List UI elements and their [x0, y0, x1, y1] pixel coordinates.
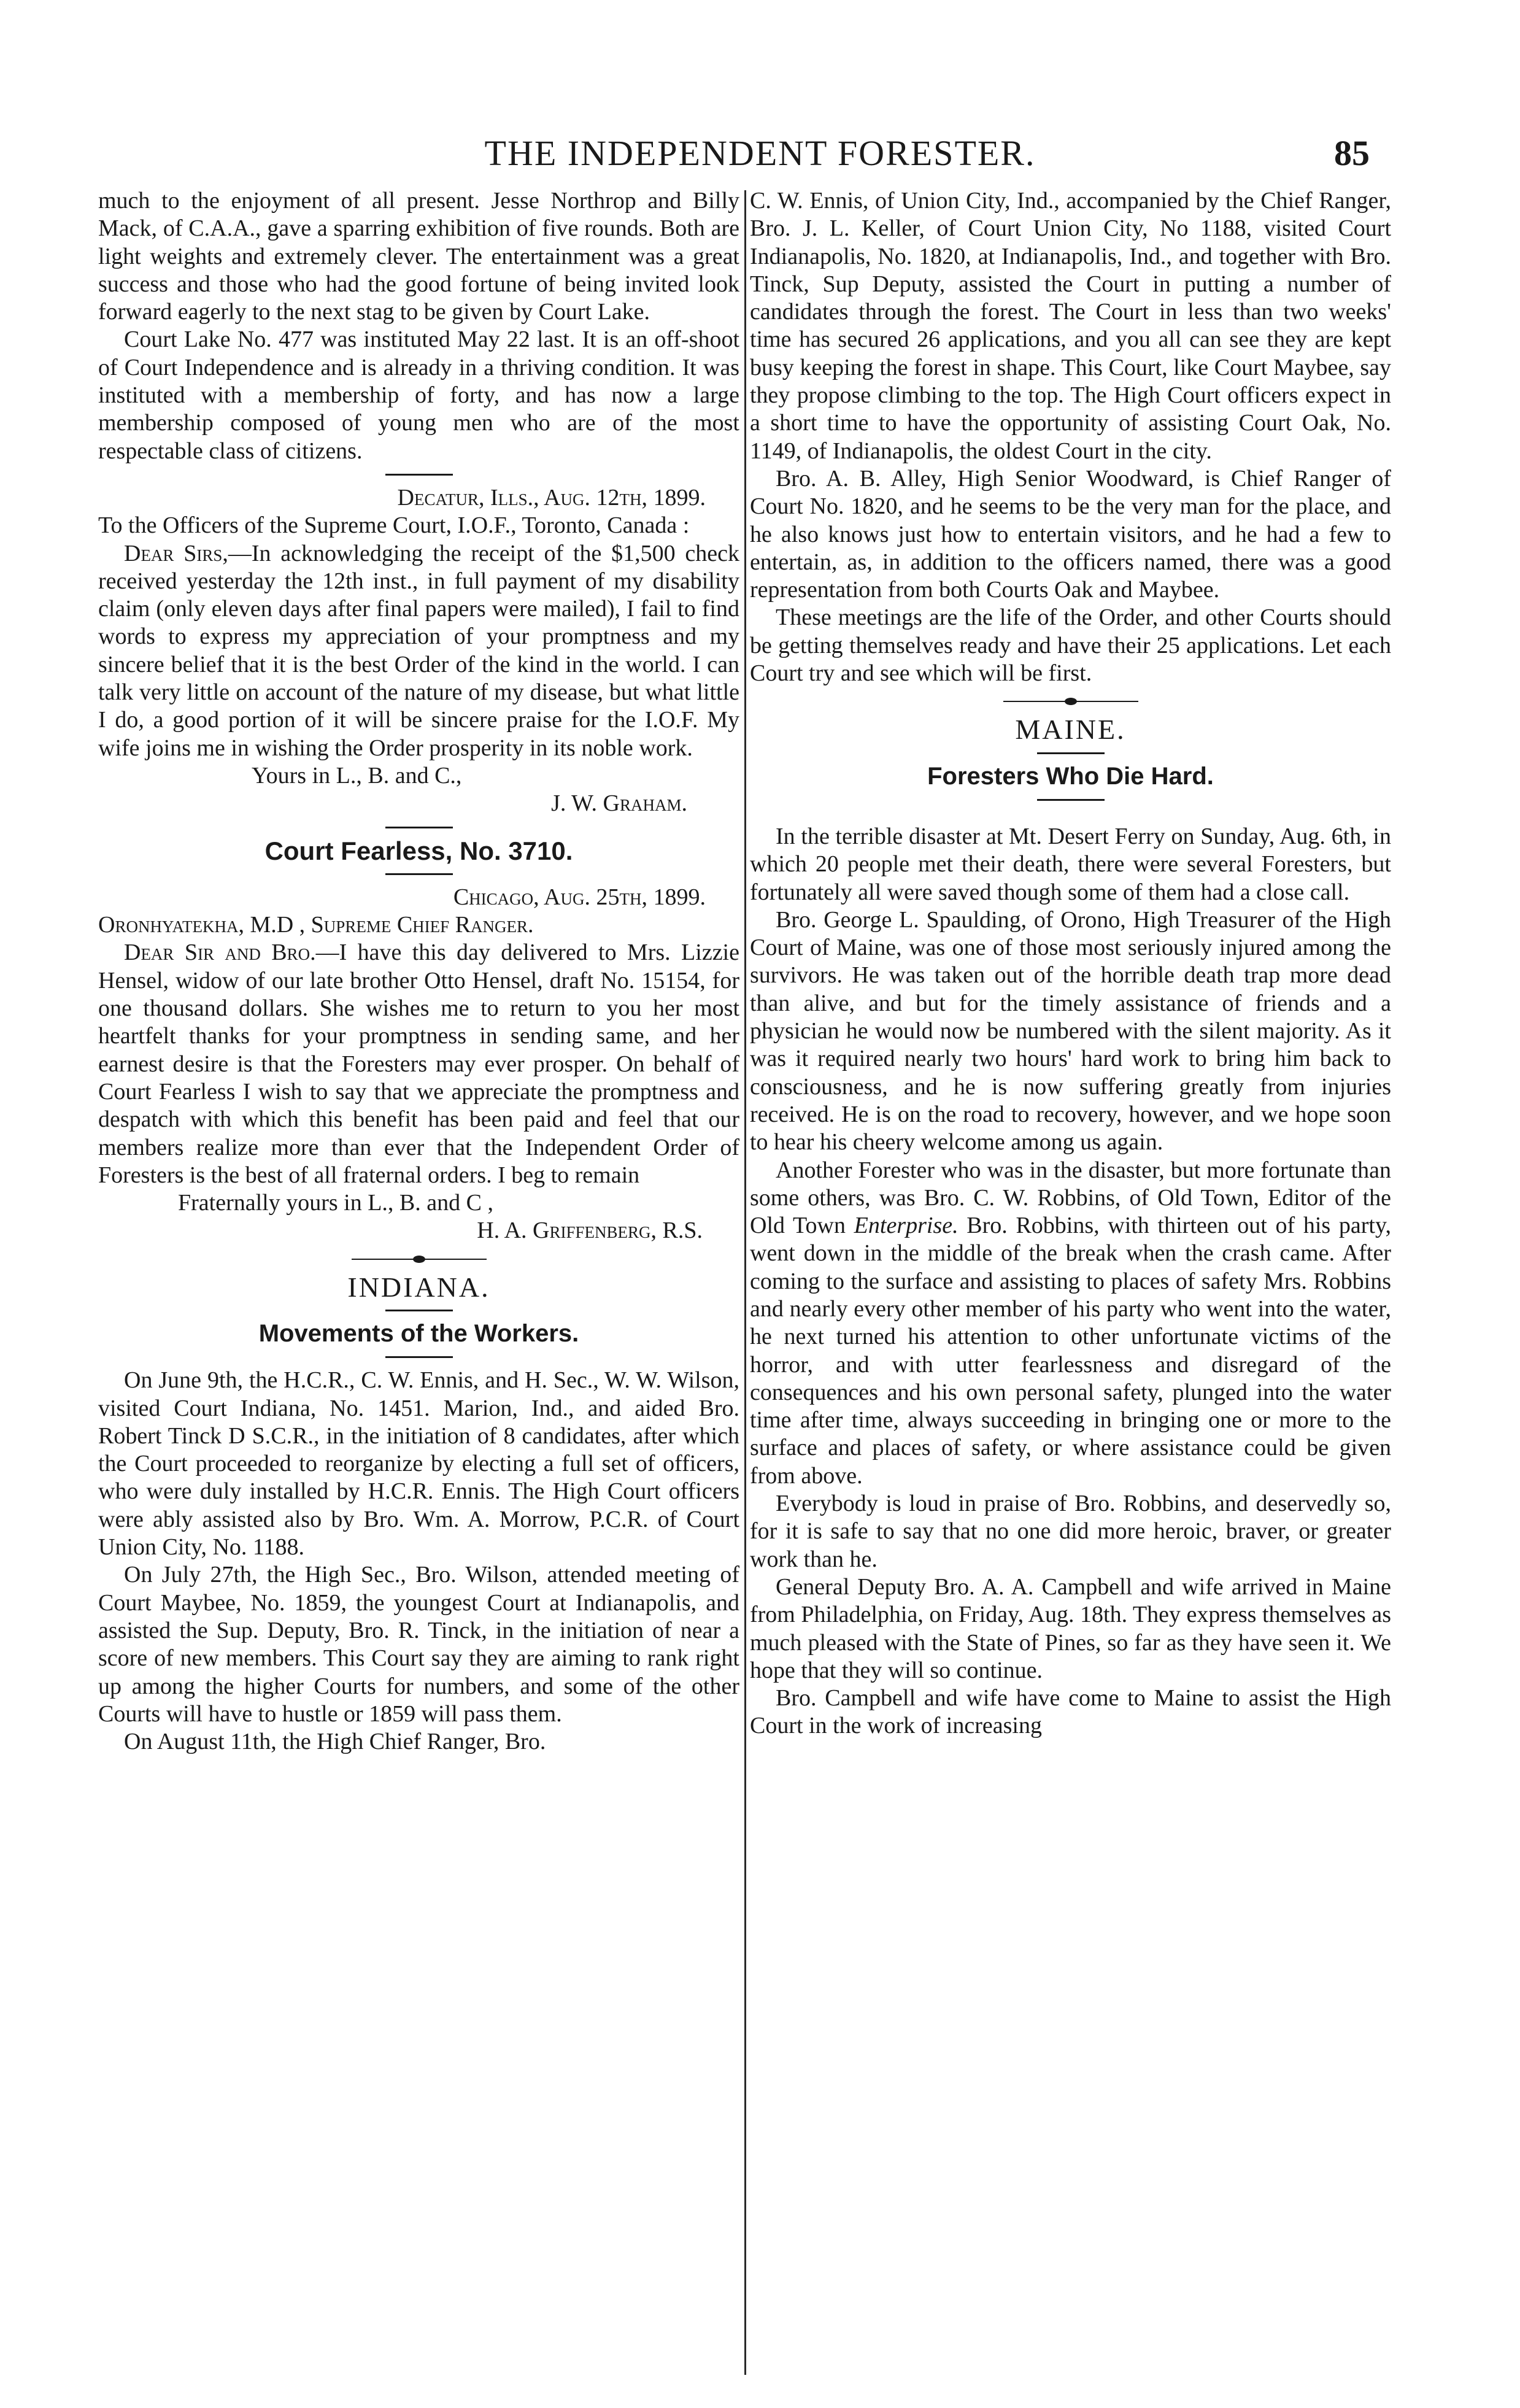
section-indiana	[98, 1273, 739, 1756]
page-number: 85	[1334, 133, 1370, 173]
newspaper-title: Enterprise.	[854, 1213, 959, 1239]
letter-text: —In acknowledging the receipt of the $1,500 check received yesterday the 12th inst., in full payment of my disability claim (only eleven days after final papers were mailed), I fail to find words to express my appreciation of your promptness and my sincere belief that it is the best Order of the kind in the world. I can talk very little on account of the nature of my disease, but what little I do, a good portion of it will be sincere praise for the I.O.F. My wife joins me in wishing the Order prosperity in its noble work.	[98, 540, 739, 761]
letter-fearless	[98, 837, 739, 1245]
paragraph: Court Lake No. 477 was instituted May 22 last. It is an off-shoot of Court Independence and is already in a thriving condition. It was instituted with a membership of forty, and has now a large membership composed of young men who are of the most respectable class of citizens.	[98, 326, 739, 464]
letter-signature: J. W. Graham.	[551, 790, 687, 817]
right-column	[750, 187, 1391, 2372]
paragraph	[750, 1157, 1391, 1491]
paragraph: General Deputy Bro. A. A. Campbell and wife arrived in Maine from Philadelphia, on Friday, Aug. 18th. They express themselves as much pleased with the State of Pines, so far as they have seen it. We hope that they will so continue.	[750, 1573, 1391, 1683]
paragraph: C. W. Ennis, of Union City, Ind., accompanied by the Chief Ranger, Bro. J. L. Keller, of Court Union City, No 1188, visited Court Indianapolis, No. 1820, at Indianapolis, Ind., and together with Bro. Tinck, Sup Deputy, assisted the Court in putting a number of candidates through the forest. The Court in less than two weeks' time has secured 26 applications, and you all can see they are kept busy keeping the forest in shape. This Court, like Court Maybee, say they propose climbing to the top. The High Court officers expect in a short time to have the opportunity of assisting Court Oak, No. 1149, of Indianapolis, the oldest Court in the city.	[750, 188, 1391, 464]
paragraph: On June 9th, the H.C.R., C. W. Ennis, and H. Sec., W. W. Wilson, visited Court Indiana, No. 1451. Marion, Ind., and aided Bro. Robert Tinck D S.C.R., in the initiation of 8 candidates, after which the Court proceeded to reorganize by electing a full set of officers, who were duly installed by H.C.R. Ennis. The High Court officers were ably assisted also by Bro. Wm. A. Morrow, P.C.R. of Court Union City, No. 1188.	[98, 1367, 739, 1561]
paragraph: Everybody is loud in praise of Bro. Robbins, and deservedly so, for it is safe to say that no one did more heroic, braver, or greater work than he.	[750, 1491, 1391, 1572]
salutation: Dear Sirs,	[124, 540, 228, 566]
paragraph: much to the enjoyment of all present. Jesse Northrop and Billy Mack, of C.A.A., gave a sparring exhibition of five rounds. Both are light weights and extremely clever. The entertainment was a great success and those who had the good fortune of being invited look forward eagerly to the next stag to be given by Court Lake.	[98, 188, 739, 325]
section-ornament	[1003, 697, 1138, 706]
column-divider	[744, 190, 746, 2375]
section-heading: Court Fearless, No. 3710.	[264, 836, 573, 865]
running-head	[0, 126, 1520, 181]
dateline: Decatur, Ills., Aug. 12th, 1899.	[397, 484, 706, 511]
letter-closing: Fraternally yours in L., B. and C ,	[178, 1190, 493, 1216]
paragraph-text: Another Forester who was in the disaster, but more fortunate than some others, was Bro. C. W. Robbins, of Old Town, Editor of the Old Town	[750, 1157, 1391, 1239]
section-rule	[385, 1310, 453, 1311]
paragraph: On July 27th, the High Sec., Bro. Wilson, attended meeting of Court Maybee, No. 1859, the youngest Court at Indianapolis, and assisted the Sup. Deputy, Bro. R. Tinck, in the initiation of near a score of new members. This Court say they are aiming to rank right up among the higher Courts for numbers, and some of the other Courts will have to hustle or 1859 will pass them.	[98, 1562, 739, 1727]
section-maine	[750, 716, 1391, 1740]
section-heading: INDIANA.	[347, 1271, 490, 1303]
paragraph: Bro. Campbell and wife have come to Maine to assist the High Court in the work of increasing	[750, 1685, 1391, 1739]
letter-closing: Yours in L., B. and C.,	[252, 762, 462, 789]
dateline: Chicago, Aug. 25th, 1899.	[453, 884, 706, 910]
section-heading: MAINE.	[1015, 714, 1126, 746]
section-ornament	[352, 1255, 487, 1264]
section-subheading: Foresters Who Die Hard.	[927, 762, 1214, 790]
letter-body	[98, 540, 739, 762]
letter-addressee: Oronhyatekha, M.D , Supreme Chief Ranger.	[98, 912, 534, 938]
paragraph: Bro. George L. Spaulding, of Orono, High Treasurer of the High Court of Maine, was one of those most seriously injured among the survivors. He was taken out of the horrible death trap more dead than alive, and but for the timely assistance of friends and a physician he would now be numbered with the silent majority. As it was it required nearly two hours' hard work to bring him back to consciousness, and he is now suffering greatly from injuries received. He is on the road to recovery, however, and we hope soon to hear his cheery welcome among us again.	[750, 906, 1391, 1156]
paragraph: In the terrible disaster at Mt. Desert Ferry on Sunday, Aug. 6th, in which 20 people met their death, there were several Foresters, but fortunately all were saved though some of them had a close call.	[750, 823, 1391, 905]
section-rule	[1037, 752, 1105, 754]
paragraph: Bro. A. B. Alley, High Senior Woodward, is Chief Ranger of Court No. 1820, and he seems to be the very man for the place, and he also knows just how to entertain visitors, and he had a few to entertain, as, in addition to the officers named, there was a good representation from both Courts Oak and Maybee.	[750, 465, 1391, 603]
paragraph: These meetings are the life of the Order, and other Courts should be getting themselves ready and have their 25 applications. Let each Court try and see which will be first.	[750, 604, 1391, 687]
journal-title: THE INDEPENDENT FORESTER.	[484, 133, 1036, 173]
section-rule	[1037, 799, 1105, 801]
section-rule	[385, 827, 453, 828]
section-rule	[385, 1356, 453, 1358]
letter-body	[98, 939, 739, 1189]
left-column	[98, 187, 739, 2372]
salutation: Dear Sir and Bro.	[124, 940, 316, 966]
paragraph-text: Bro. Robbins, with thirteen out of his party, went down in the middle of the break when the crash came. After coming to the surface and assisting to places of safety Mrs. Robbins and nearly every other member of his party who went into the water, he next turned his attention to other unfortunate victims of the horror, and with utter fearlessness and disregard of the consequences and his own personal safety, plunged into the water time after time, always succeeding in bringing one or more to the surface and places of safety, or where assistance could be given from above.	[750, 1213, 1391, 1489]
letter-text: —I have this day delivered to Mrs. Lizzie Hensel, widow of our late brother Otto Hensel, draft No. 15154, for one thousand dollars. She wishes me to return to you her most heartfelt thanks for your promptness in sending same, and her earnest desire is that the Foresters may ever prosper. On behalf of Court Fearless I wish to say that we appreciate the promptness and despatch with which this benefit has been paid and feel that our members realize more than ever that the Independent Order of Foresters is the best of all fraternal orders. I beg to remain	[98, 940, 739, 1188]
letter-signature: H. A. Griffenberg, R.S.	[477, 1218, 703, 1244]
paragraph: On August 11th, the High Chief Ranger, Bro.	[124, 1729, 546, 1755]
letter-address: To the Officers of the Supreme Court, I.O.F., Toronto, Canada :	[98, 512, 690, 539]
section-rule	[385, 474, 453, 476]
letter-graham	[98, 484, 739, 818]
section-rule	[385, 873, 453, 875]
section-subheading: Movements of the Workers.	[258, 1319, 579, 1347]
